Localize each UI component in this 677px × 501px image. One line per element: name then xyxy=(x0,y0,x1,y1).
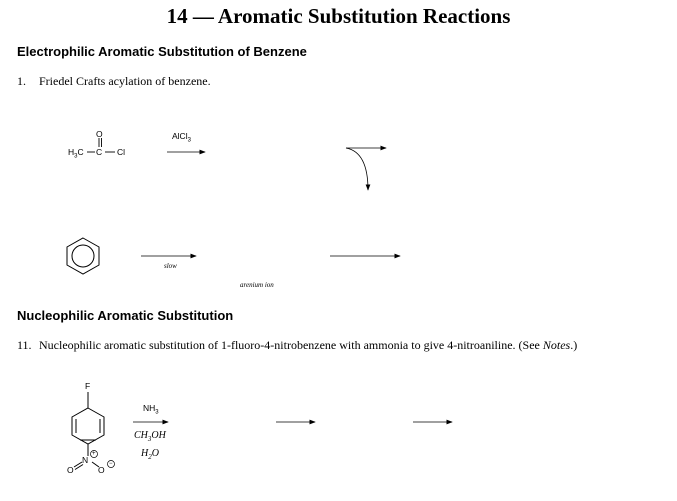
page-title: 14 — Aromatic Substitution Reactions xyxy=(166,4,511,28)
question-11-text-end: .) xyxy=(570,338,578,352)
plus-charge-circle xyxy=(91,451,98,458)
arenium-ion-label: arenium ion xyxy=(240,281,274,289)
acyl-chloride-bonds xyxy=(87,138,115,152)
methyl-c: C xyxy=(77,147,84,157)
question-11-number: 11. xyxy=(17,338,32,352)
carbonyl-carbon-label: C xyxy=(96,147,103,157)
branching-curved-arrow xyxy=(346,148,386,190)
methanol-sub: 3 xyxy=(147,435,152,443)
oxygen-minus-charge: − xyxy=(109,461,113,467)
minus-charge-circle xyxy=(108,461,115,468)
fluoronitrobenzene-ring xyxy=(72,392,104,470)
oxygen-left-label: O xyxy=(67,465,74,475)
water-sub: 2 xyxy=(148,453,152,461)
section-heading-electrophilic: Electrophilic Aromatic Substitution of Benzene xyxy=(17,44,307,59)
nh3-sub: 3 xyxy=(155,409,159,416)
nitrogen-label: N xyxy=(82,455,89,465)
slow-label: slow xyxy=(164,262,177,270)
methanol-oh: OH xyxy=(151,430,166,441)
methyl-sub: 3 xyxy=(74,153,78,160)
section-heading-nucleophilic: Nucleophilic Aromatic Substitution xyxy=(17,308,234,323)
question-11-text: Nucleophilic aromatic substitution of 1-fluoro-4-nitrobenzene with ammonia to give 4-nitroaniline. (See xyxy=(39,338,543,352)
nh3-main: NH xyxy=(143,403,156,413)
oxygen-right-label: O xyxy=(98,465,105,475)
chlorine-label: Cl xyxy=(117,147,126,157)
alcl3-main: AlCl xyxy=(172,131,188,141)
methanol-ch: CH xyxy=(134,430,148,441)
alcl3-sub: 3 xyxy=(187,137,191,144)
fluorine-label: F xyxy=(85,381,91,391)
nitro-plus-charge: + xyxy=(92,451,96,457)
question-1-number: 1. xyxy=(17,74,26,88)
water-h: H xyxy=(141,448,149,459)
carbonyl-oxygen-label: O xyxy=(96,129,103,139)
water-o: O xyxy=(151,448,159,459)
notes-reference: Notes xyxy=(542,338,571,352)
methyl-h: H xyxy=(68,147,75,157)
question-1-text: Friedel Crafts acylation of benzene. xyxy=(39,74,211,88)
benzene-ring xyxy=(67,238,99,274)
